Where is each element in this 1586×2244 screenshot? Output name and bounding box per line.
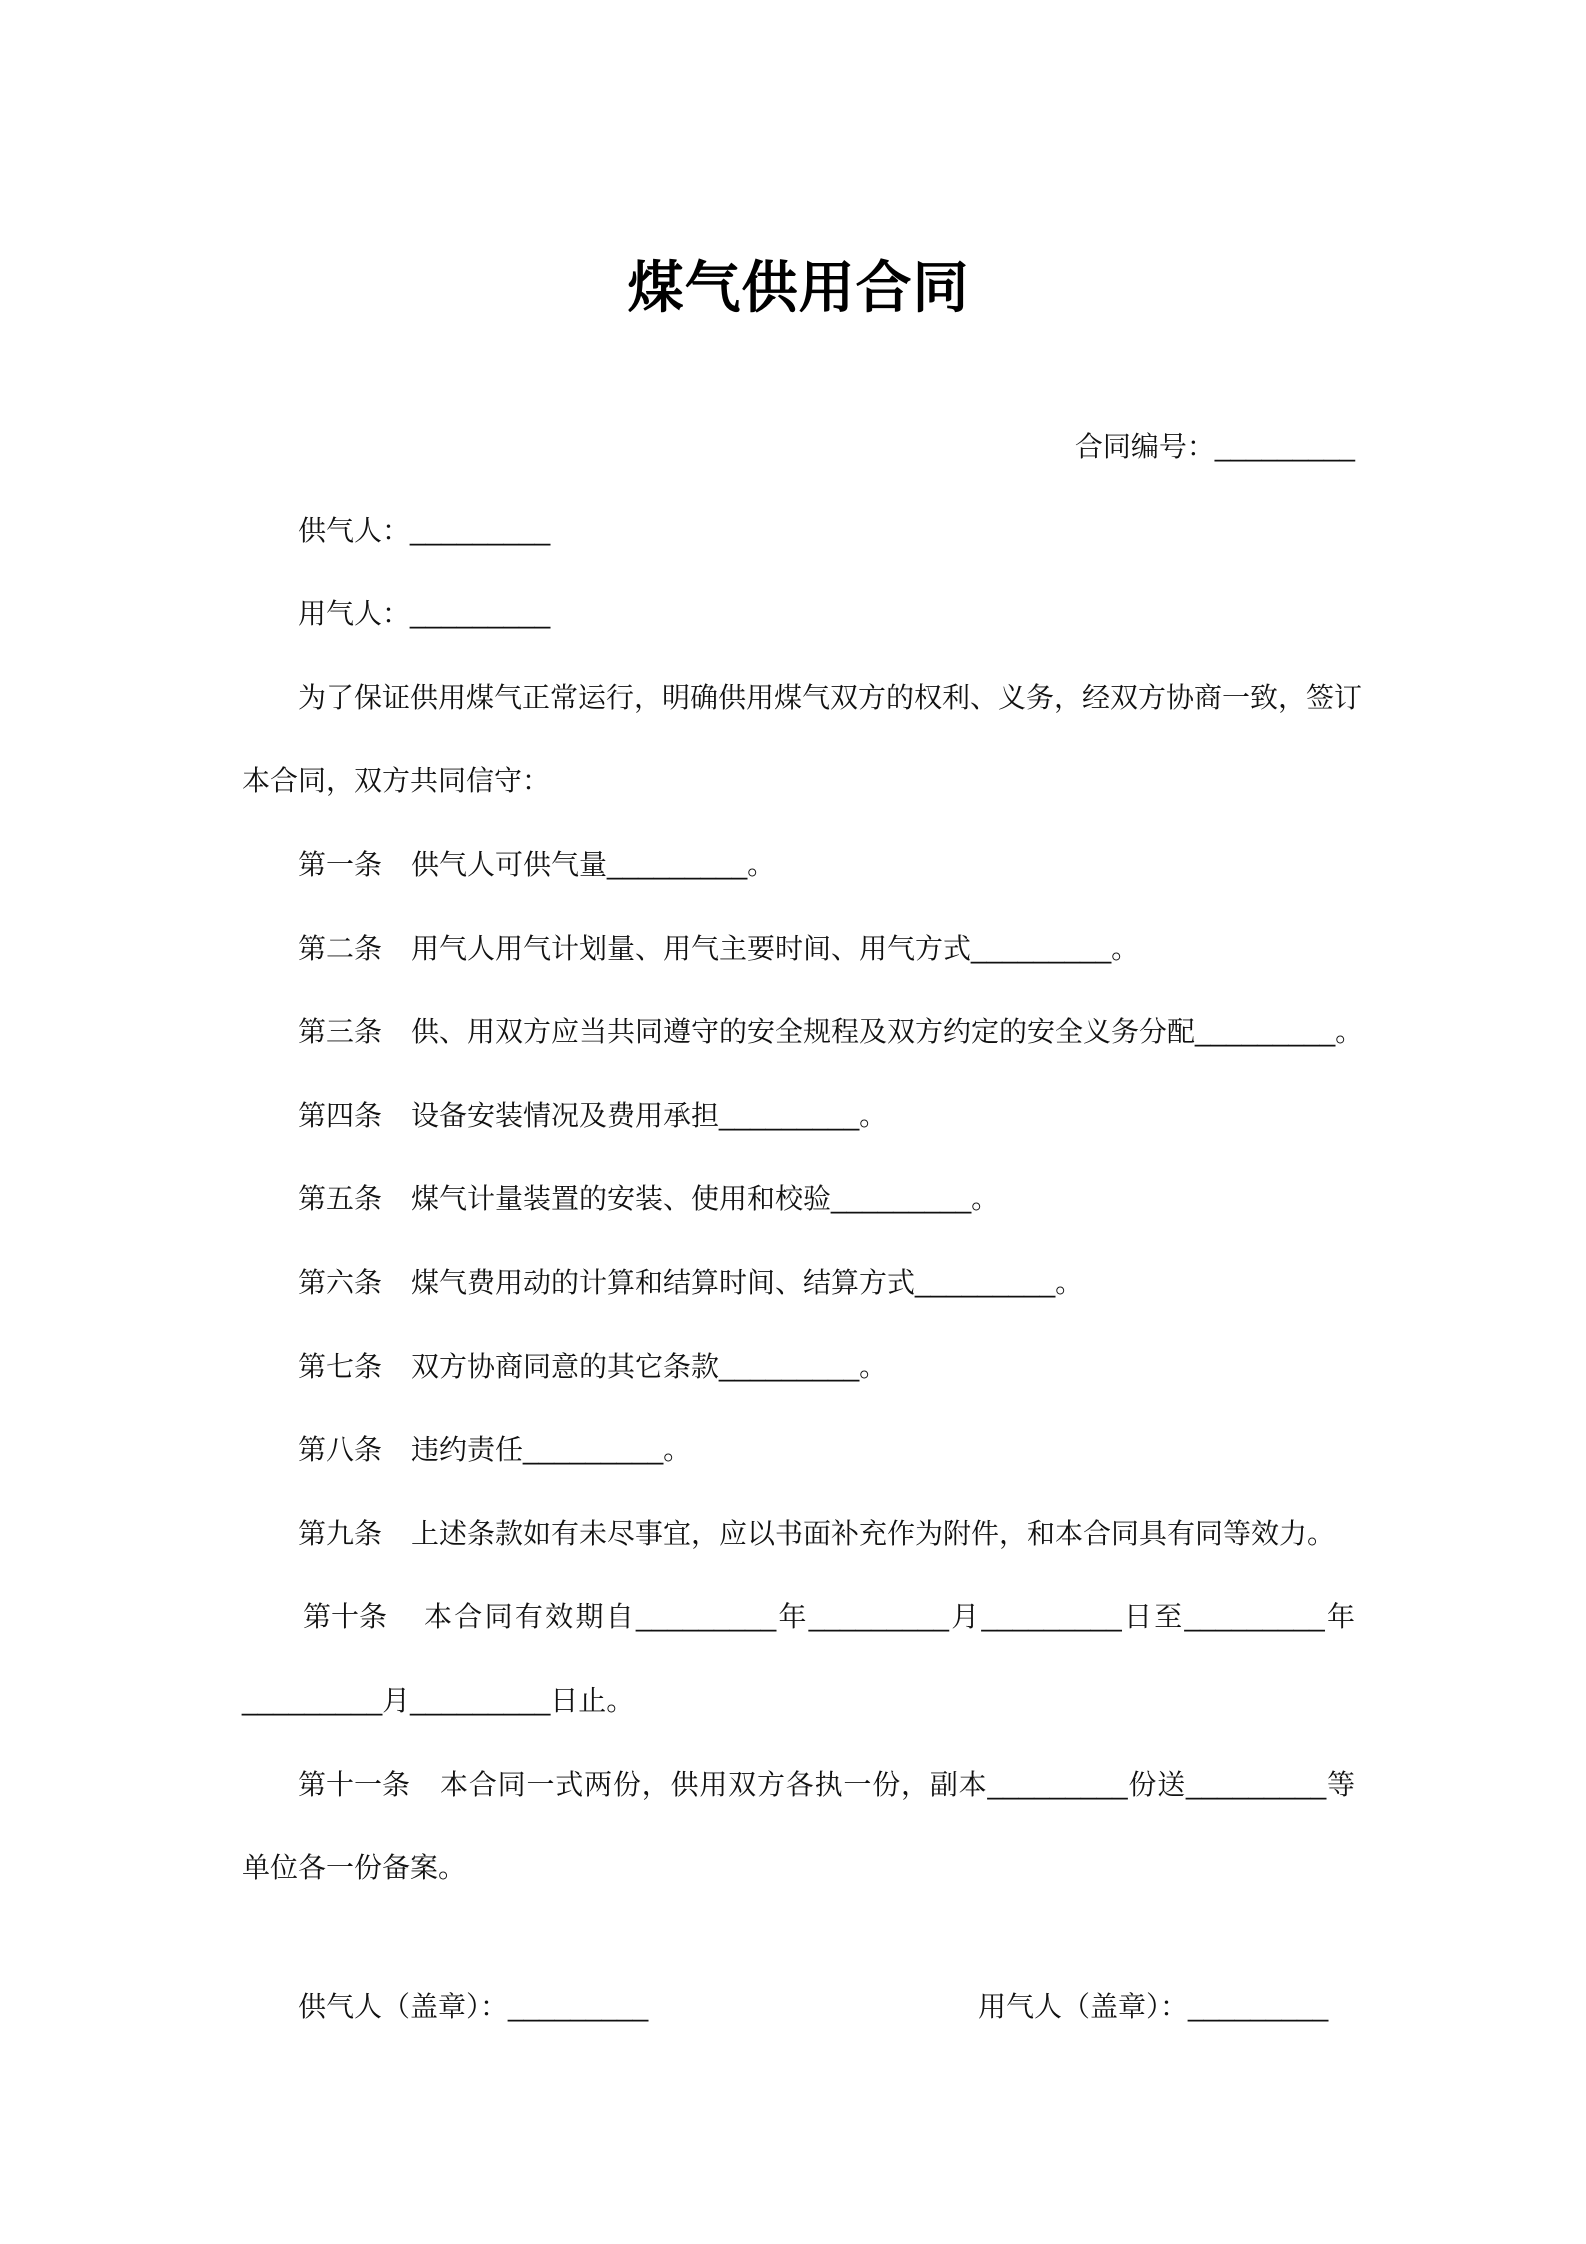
article-2 (242, 907, 1355, 991)
article-6 (242, 1241, 1355, 1325)
article-text: 本合同一式两份，供用双方各执一份，副本_________份送_________等 (440, 1768, 1355, 1800)
article-label: 第一条 (298, 848, 383, 880)
article-7 (242, 1325, 1355, 1409)
article-3 (242, 990, 1364, 1074)
contract-number: 合同编号：_________ (1074, 431, 1355, 462)
article-label: 第六条 (298, 1266, 383, 1298)
article-5 (242, 1157, 1355, 1241)
article-10-continuation: _________月_________日止。 (242, 1684, 635, 1716)
article-1 (242, 823, 1355, 907)
article-text: 供气人可供气量_________。 (411, 848, 776, 880)
article-label: 第九条 (298, 1517, 383, 1549)
article-text: 违约责任_________。 (411, 1434, 692, 1466)
document-body (242, 405, 1364, 2048)
article-text: 设备安装情况及费用承担_________。 (411, 1099, 888, 1131)
signature-supplier: 供气人（盖章）：_________ (298, 1990, 649, 2022)
article-11-continuation: 单位各一份备案。 (242, 1852, 467, 1884)
article-label: 第十条 (303, 1601, 388, 1633)
article-9 (242, 1492, 1355, 1576)
article-text: 双方协商同意的其它条款_________。 (411, 1350, 888, 1382)
party-user: 用气人：_________ (298, 598, 551, 630)
article-11 (242, 1743, 1355, 1827)
article-label: 第十一条 (298, 1768, 411, 1800)
article-text: 用气人用气计划量、用气主要时间、用气方式_________。 (411, 932, 1140, 964)
article-text: 本合同有效期自_________年_________月_________日至_________年 (424, 1601, 1355, 1633)
article-8 (242, 1408, 1355, 1492)
party-supplier: 供气人：_________ (298, 514, 551, 546)
preamble-line-2: 本合同，双方共同信守： (242, 765, 551, 797)
article-label: 第八条 (298, 1434, 383, 1466)
article-label: 第五条 (298, 1183, 383, 1215)
article-label: 第七条 (298, 1350, 383, 1382)
signature-row (242, 1965, 1355, 2049)
article-10 (242, 1575, 1355, 1659)
article-text: 供、用双方应当共同遵守的安全规程及双方约定的安全义务分配_________。 (411, 1016, 1364, 1048)
preamble-line-1: 为了保证供用煤气正常运行，明确供用煤气双方的权利、义务，经双方协商一致，签订 (298, 681, 1363, 713)
article-label: 第三条 (298, 1016, 383, 1048)
article-text: 煤气费用动的计算和结算时间、结算方式_________。 (411, 1266, 1084, 1298)
article-4 (242, 1074, 1355, 1158)
document-title: 煤气供用合同 (627, 256, 970, 319)
signature-user: 用气人（盖章）：_________ (978, 1990, 1329, 2022)
article-label: 第四条 (298, 1099, 383, 1131)
article-text: 煤气计量装置的安装、使用和校验_________。 (411, 1183, 1000, 1215)
article-label: 第二条 (298, 932, 383, 964)
article-text: 上述条款如有未尽事宜，应以书面补充作为附件，和本合同具有同等效力。 (411, 1517, 1336, 1549)
